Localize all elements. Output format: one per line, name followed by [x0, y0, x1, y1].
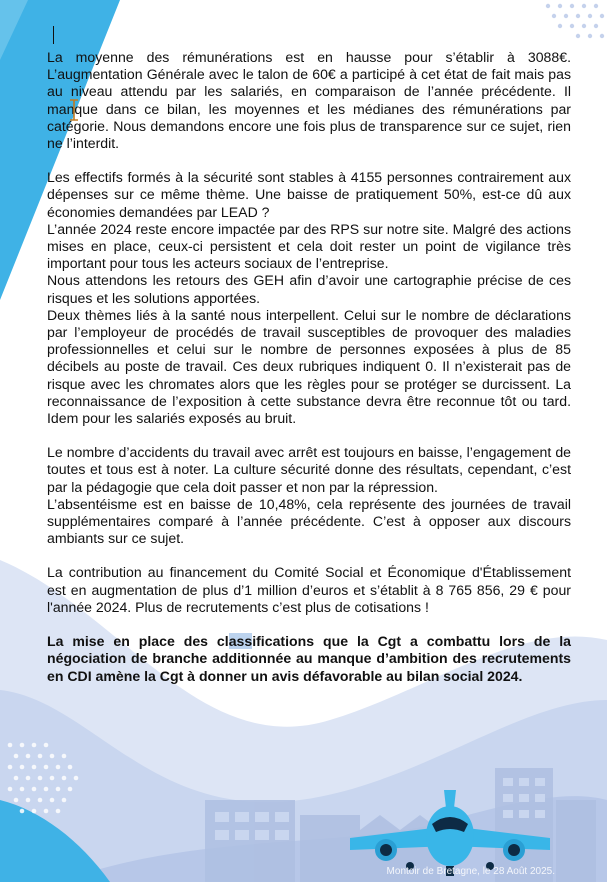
paragraph-sante: Deux thèmes liés à la santé nous interpellent. Celui sur le nombre de déclarations par l’employeur de procédés de travail susceptibles de provoquer des maladies professionnelles et celui sur le nombre de personnes exposées à plus de 85 décibels au poste de travail. Ces deux rubriques indiquent 0. Il n’existerait pas de risque avec les chromates alors que les règles pour se protéger se durcissent. La reconnaissance de l’exposition à cette substance devra être reconnue tôt ou tard. Idem pour les salariés exposés au bruit. — [47, 306, 571, 427]
conclusion-text-end: ifications que la Cgt a combattu lors de la négociation de branche additionnée au manque d’ambition des recrutements en CDI amène la Cgt à donner un avis défavorable au bilan social 2024. — [47, 633, 571, 684]
conclusion-text-start: La mise en place des cl — [47, 633, 229, 650]
footer-date-location: Montoir de Bretagne, le 28 Août 2025. — [386, 866, 555, 877]
paragraph-conclusion — [47, 633, 571, 685]
paragraph-accidents: Le nombre d’accidents du travail avec arrêt est toujours en baisse, l’engagement de toutes et tous est à noter. La culture sécurité donne des résultats, cependant, c’est par la pédagogie que cela doit passer et non par la répression. — [47, 444, 571, 495]
text-selection-highlight: ass — [228, 633, 253, 650]
text-cursor — [53, 26, 54, 44]
document-body[interactable] — [47, 49, 571, 685]
paragraph-contribution-cse: La contribution au financement du Comité Social et Économique d'Établissement est en augmentation de plus d’1 million d’euros et s’établit à 8 765 856, 29 € pour l'année 2024. Plus de recrutements c’est plus de cotisations ! — [47, 564, 571, 615]
ibeam-cursor-icon — [69, 99, 79, 121]
paragraph-rps: L’année 2024 reste encore impactée par des RPS sur notre site. Malgré des actions mises en place, ceux-ci persistent et cela doit rester un point de vigilance très important pour tous les acteurs sociaux de l’entreprise. — [47, 220, 571, 272]
paragraph-remunerations: La moyenne des rémunérations est en hausse pour s’établir à 3088€. L’augmentation Générale avec le talon de 60€ a participé à cet état de fait mais pas au niveau attendu par les salariés, en comparaison de l’année précédente. Il manque dans ce bilan, les moyennes et les médianes des rémunérations par catégorie. Nous demandons encore une fois plus de transparence sur ce sujet, rien ne l’interdit. — [47, 49, 571, 152]
paragraph-absenteisme: L’absentéisme est en baisse de 10,48%, cela représente des journées de travail supplémentaires comparé à l’année précédente. C’est à opposer aux discours ambiants sur ce sujet. — [47, 495, 571, 547]
paragraph-effectifs-securite: Les effectifs formés à la sécurité sont stables à 4155 personnes contrairement aux dépenses sur ce même thème. Une baisse de pratiquement 50%, est-ce dû aux économies demandées par LEAD ? — [47, 169, 571, 220]
top-right-dot-pattern-icon — [546, 4, 604, 38]
paragraph-geh: Nous attendons les retours des GEH afin d’avoir une cartographie précise de ces risques et les solutions apportées. — [47, 272, 571, 306]
